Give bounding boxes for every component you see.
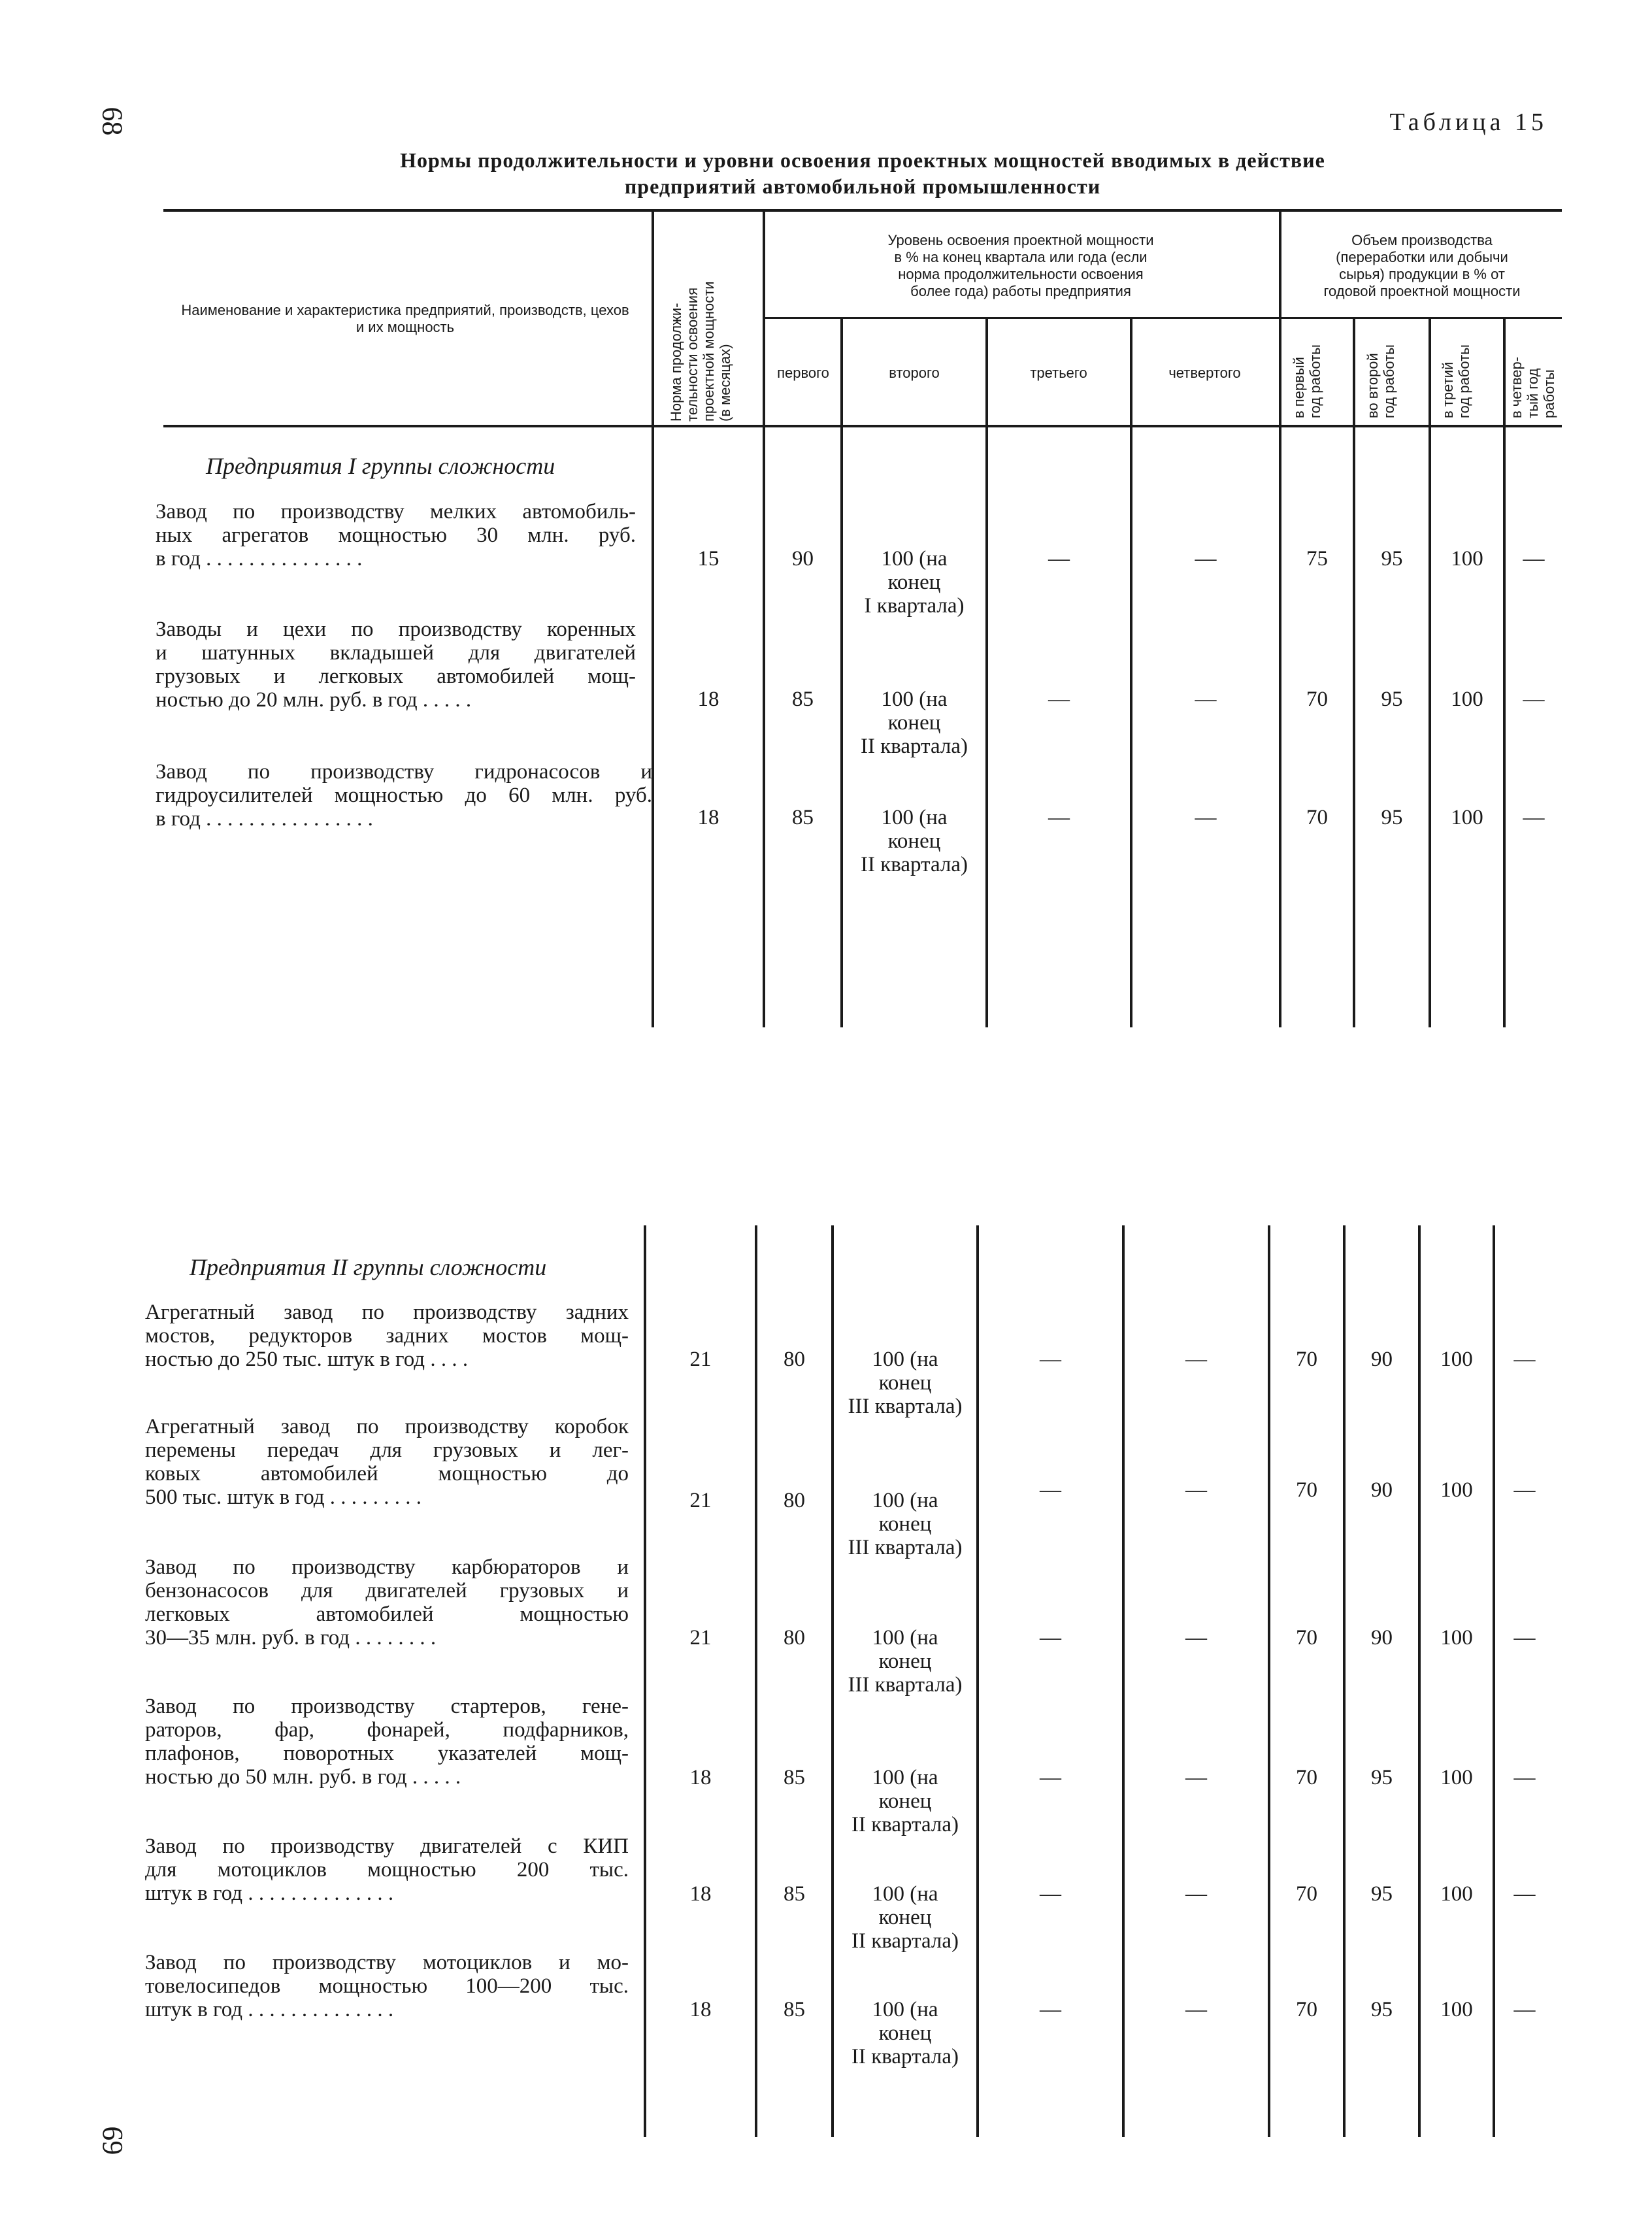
s2-row-5-y3: 100 xyxy=(1440,1882,1473,1906)
s1-divider-q3 xyxy=(1130,317,1132,1027)
s2-row-2-q2-line-2: конец xyxy=(878,1512,932,1536)
header-year-3-line-2: год работы xyxy=(1456,344,1472,418)
s2-row-3-y3: 100 xyxy=(1440,1626,1473,1650)
s2-row-3-norm: 21 xyxy=(689,1626,712,1650)
s2-row-1-q2-line-3: III квартала) xyxy=(848,1395,963,1418)
s2-row-5-name xyxy=(145,1834,629,1905)
s1-row-1-y3: 100 xyxy=(1451,547,1483,571)
header-col-second: второго xyxy=(889,365,940,381)
s1-row-2-line-2: и шатунных вкладышей для двигателей xyxy=(156,641,636,665)
s2-row-5-q2-line-3: II квартала) xyxy=(851,1929,959,1953)
s1-row-1-norm: 15 xyxy=(697,547,719,571)
s1-row-3-norm: 18 xyxy=(697,806,719,829)
table-label: Таблица 15 xyxy=(1389,108,1547,136)
header-level-group xyxy=(766,232,1276,300)
s2-row-3-q1: 80 xyxy=(784,1626,805,1650)
s1-row-3-line-2: гидроусилителей мощностью до 60 млн. руб. xyxy=(156,784,652,807)
header-year-4-line-2: тый год xyxy=(1525,368,1541,418)
s2-row-4-q4: — xyxy=(1185,1766,1207,1789)
s2-row-3-name xyxy=(145,1555,629,1650)
s2-row-6-line-2: товелосипедов мощностью 100—200 тыс. xyxy=(145,1974,629,1998)
s1-row-3-q2 xyxy=(843,806,985,876)
s2-row-4-line-3: плафонов, поворотных указателей мощ- xyxy=(145,1742,629,1765)
s2-row-4-y3: 100 xyxy=(1440,1766,1473,1789)
s2-row-1-line-2: мостов, редукторов задних мостов мощ- xyxy=(145,1324,629,1348)
s2-row-2-line-4: 500 тыс. штук в год . . . . . . . . . xyxy=(145,1485,422,1509)
s2-row-4-line-2: раторов, фар, фонарей, подфарников, xyxy=(145,1718,629,1742)
header-year-1 xyxy=(1291,344,1323,418)
section-1-title: Предприятия I группы сложности xyxy=(206,453,555,479)
s1-row-1-q2-line-2: конец xyxy=(887,571,941,594)
table-title xyxy=(163,147,1562,199)
s1-row-2-q2-line-1: 100 (на xyxy=(881,688,948,711)
s1-row-2-q2-line-3: II квартала) xyxy=(861,735,968,758)
s1-row-1-line-2: ных агрегатов мощностью 30 млн. руб. xyxy=(156,523,636,547)
s2-row-5-q4: — xyxy=(1185,1882,1207,1906)
s1-row-3-q3: — xyxy=(1048,806,1070,829)
s2-row-4-q1: 85 xyxy=(784,1766,805,1789)
header-year-1-line-2: год работы xyxy=(1307,344,1323,418)
s2-row-4-line-1: Завод по производству стартеров, гене- xyxy=(145,1695,629,1718)
s2-row-2-norm: 21 xyxy=(689,1489,712,1512)
s1-divider-q1 xyxy=(840,317,843,1027)
s1-row-2-q2 xyxy=(843,688,985,758)
s1-row-2-norm: 18 xyxy=(697,688,719,711)
s1-row-2-y2: 95 xyxy=(1381,688,1403,711)
s1-row-3-name xyxy=(156,760,652,831)
s1-row-2-y3: 100 xyxy=(1451,688,1483,711)
header-year-2-line-2: год работы xyxy=(1381,344,1397,418)
s1-row-1-y4: — xyxy=(1523,547,1545,571)
s2-row-5-y4: — xyxy=(1513,1882,1536,1906)
s1-row-1-y1: 75 xyxy=(1306,547,1328,571)
header-norm-line-2: тельности освоения xyxy=(684,288,701,422)
header-year-3 xyxy=(1440,344,1472,418)
s1-row-3-q1: 85 xyxy=(792,806,814,829)
s1-row-1-line-1: Завод по производству мелких автомобиль- xyxy=(156,500,636,523)
s2-row-6-line-1: Завод по производству мотоциклов и мо- xyxy=(145,1951,629,1974)
s2-row-3-q3: — xyxy=(1040,1626,1061,1650)
s2-row-3-y2: 90 xyxy=(1371,1626,1393,1650)
s2-row-6-y1: 70 xyxy=(1296,1998,1317,2021)
s2-row-2-q2-line-3: III квартала) xyxy=(848,1536,963,1559)
s2-row-1-y1: 70 xyxy=(1296,1348,1317,1371)
s2-row-3-line-3: легковых автомобилей мощностью xyxy=(145,1602,629,1626)
s1-row-2-q4: — xyxy=(1195,688,1217,711)
s1-divider-q4 xyxy=(1279,317,1281,1027)
s1-row-2-q3: — xyxy=(1048,688,1070,711)
s2-row-1-line-3: ностью до 250 тыс. штук в год . . . . xyxy=(145,1348,469,1371)
header-year-4 xyxy=(1508,357,1557,418)
s2-row-4-y1: 70 xyxy=(1296,1766,1317,1789)
s2-row-6-y2: 95 xyxy=(1371,1998,1393,2021)
s2-row-4-y4: — xyxy=(1513,1766,1536,1789)
s1-divider-y3 xyxy=(1503,317,1506,1027)
s1-row-2-name xyxy=(156,618,636,712)
header-mid-rule-volume xyxy=(1279,317,1562,319)
s2-row-4-line-4: ностью до 50 млн. руб. в год . . . . . xyxy=(145,1765,461,1789)
table-title-line-1: Нормы продолжительности и уровни освоения проектных мощностей вводимых в действие xyxy=(400,148,1325,172)
s2-row-1-line-1: Агрегатный завод по производству задних xyxy=(145,1301,629,1324)
s2-row-6-q4: — xyxy=(1185,1998,1207,2021)
s1-divider-y1 xyxy=(1353,317,1355,1027)
s2-row-2-line-3: ковых автомобилей мощностью до xyxy=(145,1462,629,1485)
page-number-top: 68 xyxy=(96,107,129,136)
s1-row-3-y4: — xyxy=(1523,806,1545,829)
s2-row-6-q2-line-1: 100 (на xyxy=(872,1998,938,2021)
s1-divider-norm xyxy=(763,317,765,1027)
s2-row-2-y4: — xyxy=(1513,1478,1536,1502)
header-volume-line-3: сырья) продукции в % от xyxy=(1339,266,1505,282)
s2-row-1-q1: 80 xyxy=(784,1348,805,1371)
s2-row-2-y3: 100 xyxy=(1440,1478,1473,1502)
s2-row-4-norm: 18 xyxy=(689,1766,712,1789)
s2-row-2-q3: — xyxy=(1040,1478,1061,1502)
s1-row-2-q2-line-2: конец xyxy=(887,711,941,735)
s2-row-2-q2-line-1: 100 (на xyxy=(872,1489,938,1512)
s2-row-1-y4: — xyxy=(1513,1348,1536,1371)
s2-row-6-q1: 85 xyxy=(784,1998,805,2021)
s2-row-1-q3: — xyxy=(1040,1348,1061,1371)
s2-row-3-line-1: Завод по производству карбюраторов и xyxy=(145,1555,629,1579)
s2-row-2-line-2: перемены передач для грузовых и лег- xyxy=(145,1438,629,1462)
s1-row-1-q2 xyxy=(843,547,985,618)
s2-row-6-name xyxy=(145,1951,629,2021)
s1-row-3-y2: 95 xyxy=(1381,806,1403,829)
s2-row-5-norm: 18 xyxy=(689,1882,712,1906)
s2-row-1-q2-line-2: конец xyxy=(878,1371,932,1395)
s1-row-3-q2-line-2: конец xyxy=(887,829,941,853)
header-year-1-line-1: в первый xyxy=(1291,357,1307,418)
s2-row-4-name xyxy=(145,1695,629,1789)
s2-row-3-y4: — xyxy=(1513,1626,1536,1650)
s2-row-2-y1: 70 xyxy=(1296,1478,1317,1502)
header-bottom-rule xyxy=(163,425,1562,427)
s2-row-5-q2 xyxy=(834,1882,976,1953)
header-volume-line-1: Объем производства xyxy=(1351,232,1493,248)
header-year-2-line-1: во второй xyxy=(1364,353,1381,418)
s1-row-2-y4: — xyxy=(1523,688,1545,711)
s1-row-2-line-4: ностью до 20 млн. руб. в год . . . . . xyxy=(156,688,472,712)
s1-row-1-line-3: в год . . . . . . . . . . . . . . . xyxy=(156,547,363,571)
header-norm-line-1: Норма продолжи- xyxy=(668,303,684,422)
s2-row-3-line-2: бензонасосов для двигателей грузовых и xyxy=(145,1579,629,1602)
s2-row-1-name xyxy=(145,1301,629,1371)
s1-divider-y2 xyxy=(1429,317,1431,1027)
s2-row-1-q2 xyxy=(834,1348,976,1418)
s2-row-2-y2: 90 xyxy=(1371,1478,1393,1502)
header-year-3-line-1: в третий xyxy=(1440,361,1456,418)
s2-row-5-q2-line-2: конец xyxy=(878,1906,932,1929)
header-top-rule xyxy=(163,209,1562,212)
s1-row-3-y3: 100 xyxy=(1451,806,1483,829)
s2-row-2-name xyxy=(145,1415,629,1509)
page-number-bottom: 69 xyxy=(96,2126,129,2155)
s2-row-6-q2 xyxy=(834,1998,976,2068)
header-year-4-line-3: работы xyxy=(1541,369,1557,418)
s2-row-1-q2-line-1: 100 (на xyxy=(872,1348,938,1371)
header-norm xyxy=(668,281,733,422)
s2-row-1-y3: 100 xyxy=(1440,1348,1473,1371)
s1-row-1-q2-line-3: I квартала) xyxy=(864,594,965,618)
table-title-line-2: предприятий автомобильной промышленности xyxy=(624,174,1101,198)
s2-row-5-line-2: для мотоциклов мощностью 200 тыс. xyxy=(145,1858,629,1882)
header-level-line-3: норма продолжительности освоения xyxy=(898,266,1144,282)
header-norm-line-4: (в месяцах) xyxy=(717,344,733,422)
s2-row-5-line-3: штук в год . . . . . . . . . . . . . . xyxy=(145,1882,394,1905)
s2-row-4-y2: 95 xyxy=(1371,1766,1393,1789)
s2-row-6-q2-line-3: II квартала) xyxy=(851,2045,959,2068)
s1-divider-name xyxy=(652,426,654,1027)
s2-row-6-norm: 18 xyxy=(689,1998,712,2021)
s2-row-6-y3: 100 xyxy=(1440,1998,1473,2021)
header-norm-line-3: проектной мощности xyxy=(701,281,717,422)
header-volume-line-4: годовой проектной мощности xyxy=(1323,283,1521,299)
s2-row-4-q2-line-3: II квартала) xyxy=(851,1813,959,1836)
s2-row-6-q2-line-2: конец xyxy=(878,2021,932,2045)
header-volume-group xyxy=(1282,232,1562,300)
s2-row-3-y1: 70 xyxy=(1296,1626,1317,1650)
s2-row-3-line-4: 30—35 млн. руб. в год . . . . . . . . xyxy=(145,1626,437,1650)
s2-row-2-q1: 80 xyxy=(784,1489,805,1512)
header-volume-line-2: (переработки или добычи xyxy=(1336,249,1508,265)
header-divider-name xyxy=(652,210,654,426)
s1-row-1-q2-line-1: 100 (на xyxy=(881,547,948,571)
s1-row-3-q2-line-1: 100 (на xyxy=(881,806,948,829)
s1-row-1-y2: 95 xyxy=(1381,547,1403,571)
s2-row-1-norm: 21 xyxy=(689,1348,712,1371)
s1-row-3-q4: — xyxy=(1195,806,1217,829)
header-col-fourth: четвертого xyxy=(1168,365,1241,381)
header-col-first: первого xyxy=(777,365,829,381)
s2-row-6-line-3: штук в год . . . . . . . . . . . . . . xyxy=(145,1998,394,2021)
s1-row-2-line-3: грузовых и легковых автомобилей мощ- xyxy=(156,665,636,688)
s1-row-2-line-1: Заводы и цехи по производству коренных xyxy=(156,618,636,641)
s2-row-4-q2-line-1: 100 (на xyxy=(872,1766,938,1789)
s2-row-2-line-1: Агрегатный завод по производству коробок xyxy=(145,1415,629,1438)
s2-row-4-q2 xyxy=(834,1766,976,1836)
s2-row-3-q2 xyxy=(834,1626,976,1697)
s2-row-1-q4: — xyxy=(1185,1348,1207,1371)
s1-row-1-q1: 90 xyxy=(792,547,814,571)
s1-row-1-q4: — xyxy=(1195,547,1217,571)
s1-row-3-line-3: в год . . . . . . . . . . . . . . . . xyxy=(156,807,373,831)
s1-row-2-y1: 70 xyxy=(1306,688,1328,711)
s2-row-4-q3: — xyxy=(1040,1766,1061,1789)
s1-row-3-line-1: Завод по производству гидронасосов и xyxy=(156,760,652,784)
header-level-line-2: в % на конец квартала или года (если xyxy=(894,249,1148,265)
s2-row-3-q2-line-2: конец xyxy=(878,1650,932,1673)
header-level-line-1: Уровень освоения проектной мощности xyxy=(887,232,1154,248)
s1-row-1-name xyxy=(156,500,636,571)
s1-row-1-q3: — xyxy=(1048,547,1070,571)
s2-row-6-y4: — xyxy=(1513,1998,1536,2021)
header-level-line-4: более года) работы предприятия xyxy=(910,283,1131,299)
s1-row-2-q1: 85 xyxy=(792,688,814,711)
s2-row-5-q2-line-1: 100 (на xyxy=(872,1882,938,1906)
s2-row-2-q4: — xyxy=(1185,1478,1207,1502)
s2-row-4-q2-line-2: конец xyxy=(878,1789,932,1813)
header-name: Наименование и характеристика предприятий, производств, цехов и их мощность xyxy=(181,302,629,335)
s1-divider-q2 xyxy=(985,317,988,1027)
s2-row-5-q1: 85 xyxy=(784,1882,805,1906)
s2-row-5-y2: 95 xyxy=(1371,1882,1393,1906)
s2-row-1-y2: 90 xyxy=(1371,1348,1393,1371)
s2-row-5-line-1: Завод по производству двигателей с КИП xyxy=(145,1834,629,1858)
s2-row-3-q2-line-1: 100 (на xyxy=(872,1626,938,1650)
s1-row-3-q2-line-3: II квартала) xyxy=(861,853,968,876)
s2-row-3-q2-line-3: III квартала) xyxy=(848,1673,963,1697)
header-year-2 xyxy=(1364,344,1397,418)
s2-row-2-q2 xyxy=(834,1489,976,1559)
header-year-4-line-1: в четвер- xyxy=(1508,356,1525,418)
header-col-third: третьего xyxy=(1030,365,1087,381)
s2-row-5-y1: 70 xyxy=(1296,1882,1317,1906)
s2-row-5-q3: — xyxy=(1040,1882,1061,1906)
s2-row-6-q3: — xyxy=(1040,1998,1061,2021)
s2-row-3-q4: — xyxy=(1185,1626,1207,1650)
section-2-title: Предприятия II группы сложности xyxy=(190,1254,547,1280)
s1-row-3-y1: 70 xyxy=(1306,806,1328,829)
